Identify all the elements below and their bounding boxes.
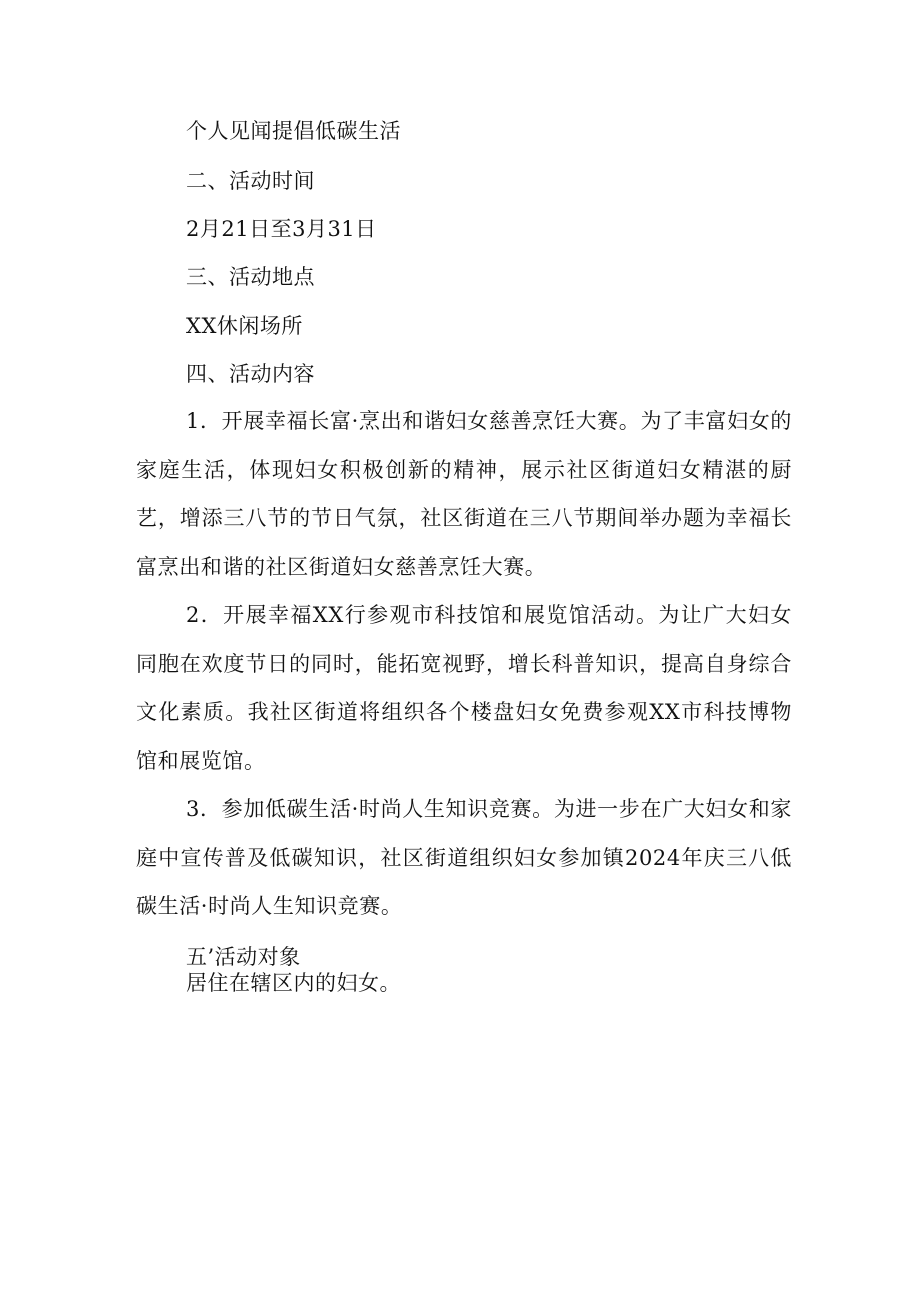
section-heading-time: 二、活动时间 <box>186 169 315 193</box>
content-item-2: 2．开展幸福XX行参观市科技馆和展览馆活动。为让广大妇女同胞在欢度节日的同时，能拓宽视野，增长科普知识，提高自身综合文化素质。我社区街道将组织各个楼盘妇女免费参观XX市科技博物馆和展览馆。 <box>136 603 792 773</box>
section-heading-place: 三、活动地点 <box>186 265 315 289</box>
target-value: 居住在辖区内的妇女。 <box>186 971 401 995</box>
content-item-3: 3．参加低碳生活·时尚人生知识竞赛。为进一步在广大妇女和家庭中宣传普及低碳知识，社区街道组织妇女参加镇2024年庆三八低碳生活·时尚人生知识竞赛。 <box>136 797 792 918</box>
section-heading-content: 四、活动内容 <box>186 362 315 386</box>
section-heading-target: 五’活动对象 <box>186 945 301 969</box>
place-value: XX休闲场所 <box>186 314 303 338</box>
time-value: 2月21日至3月31日 <box>186 217 377 241</box>
intro-line: 个人见闻提倡低碳生活 <box>186 119 401 143</box>
content-item-1: 1．开展幸福长富·烹出和谐妇女慈善烹饪大赛。为了丰富妇女的家庭生活，体现妇女积极创新的精神，展示社区街道妇女精湛的厨艺，增添三八节的节日气氛，社区街道在三八节期间举办题为幸福长富烹出和谐的社区街道妇女慈善烹饪大赛。 <box>136 409 792 579</box>
